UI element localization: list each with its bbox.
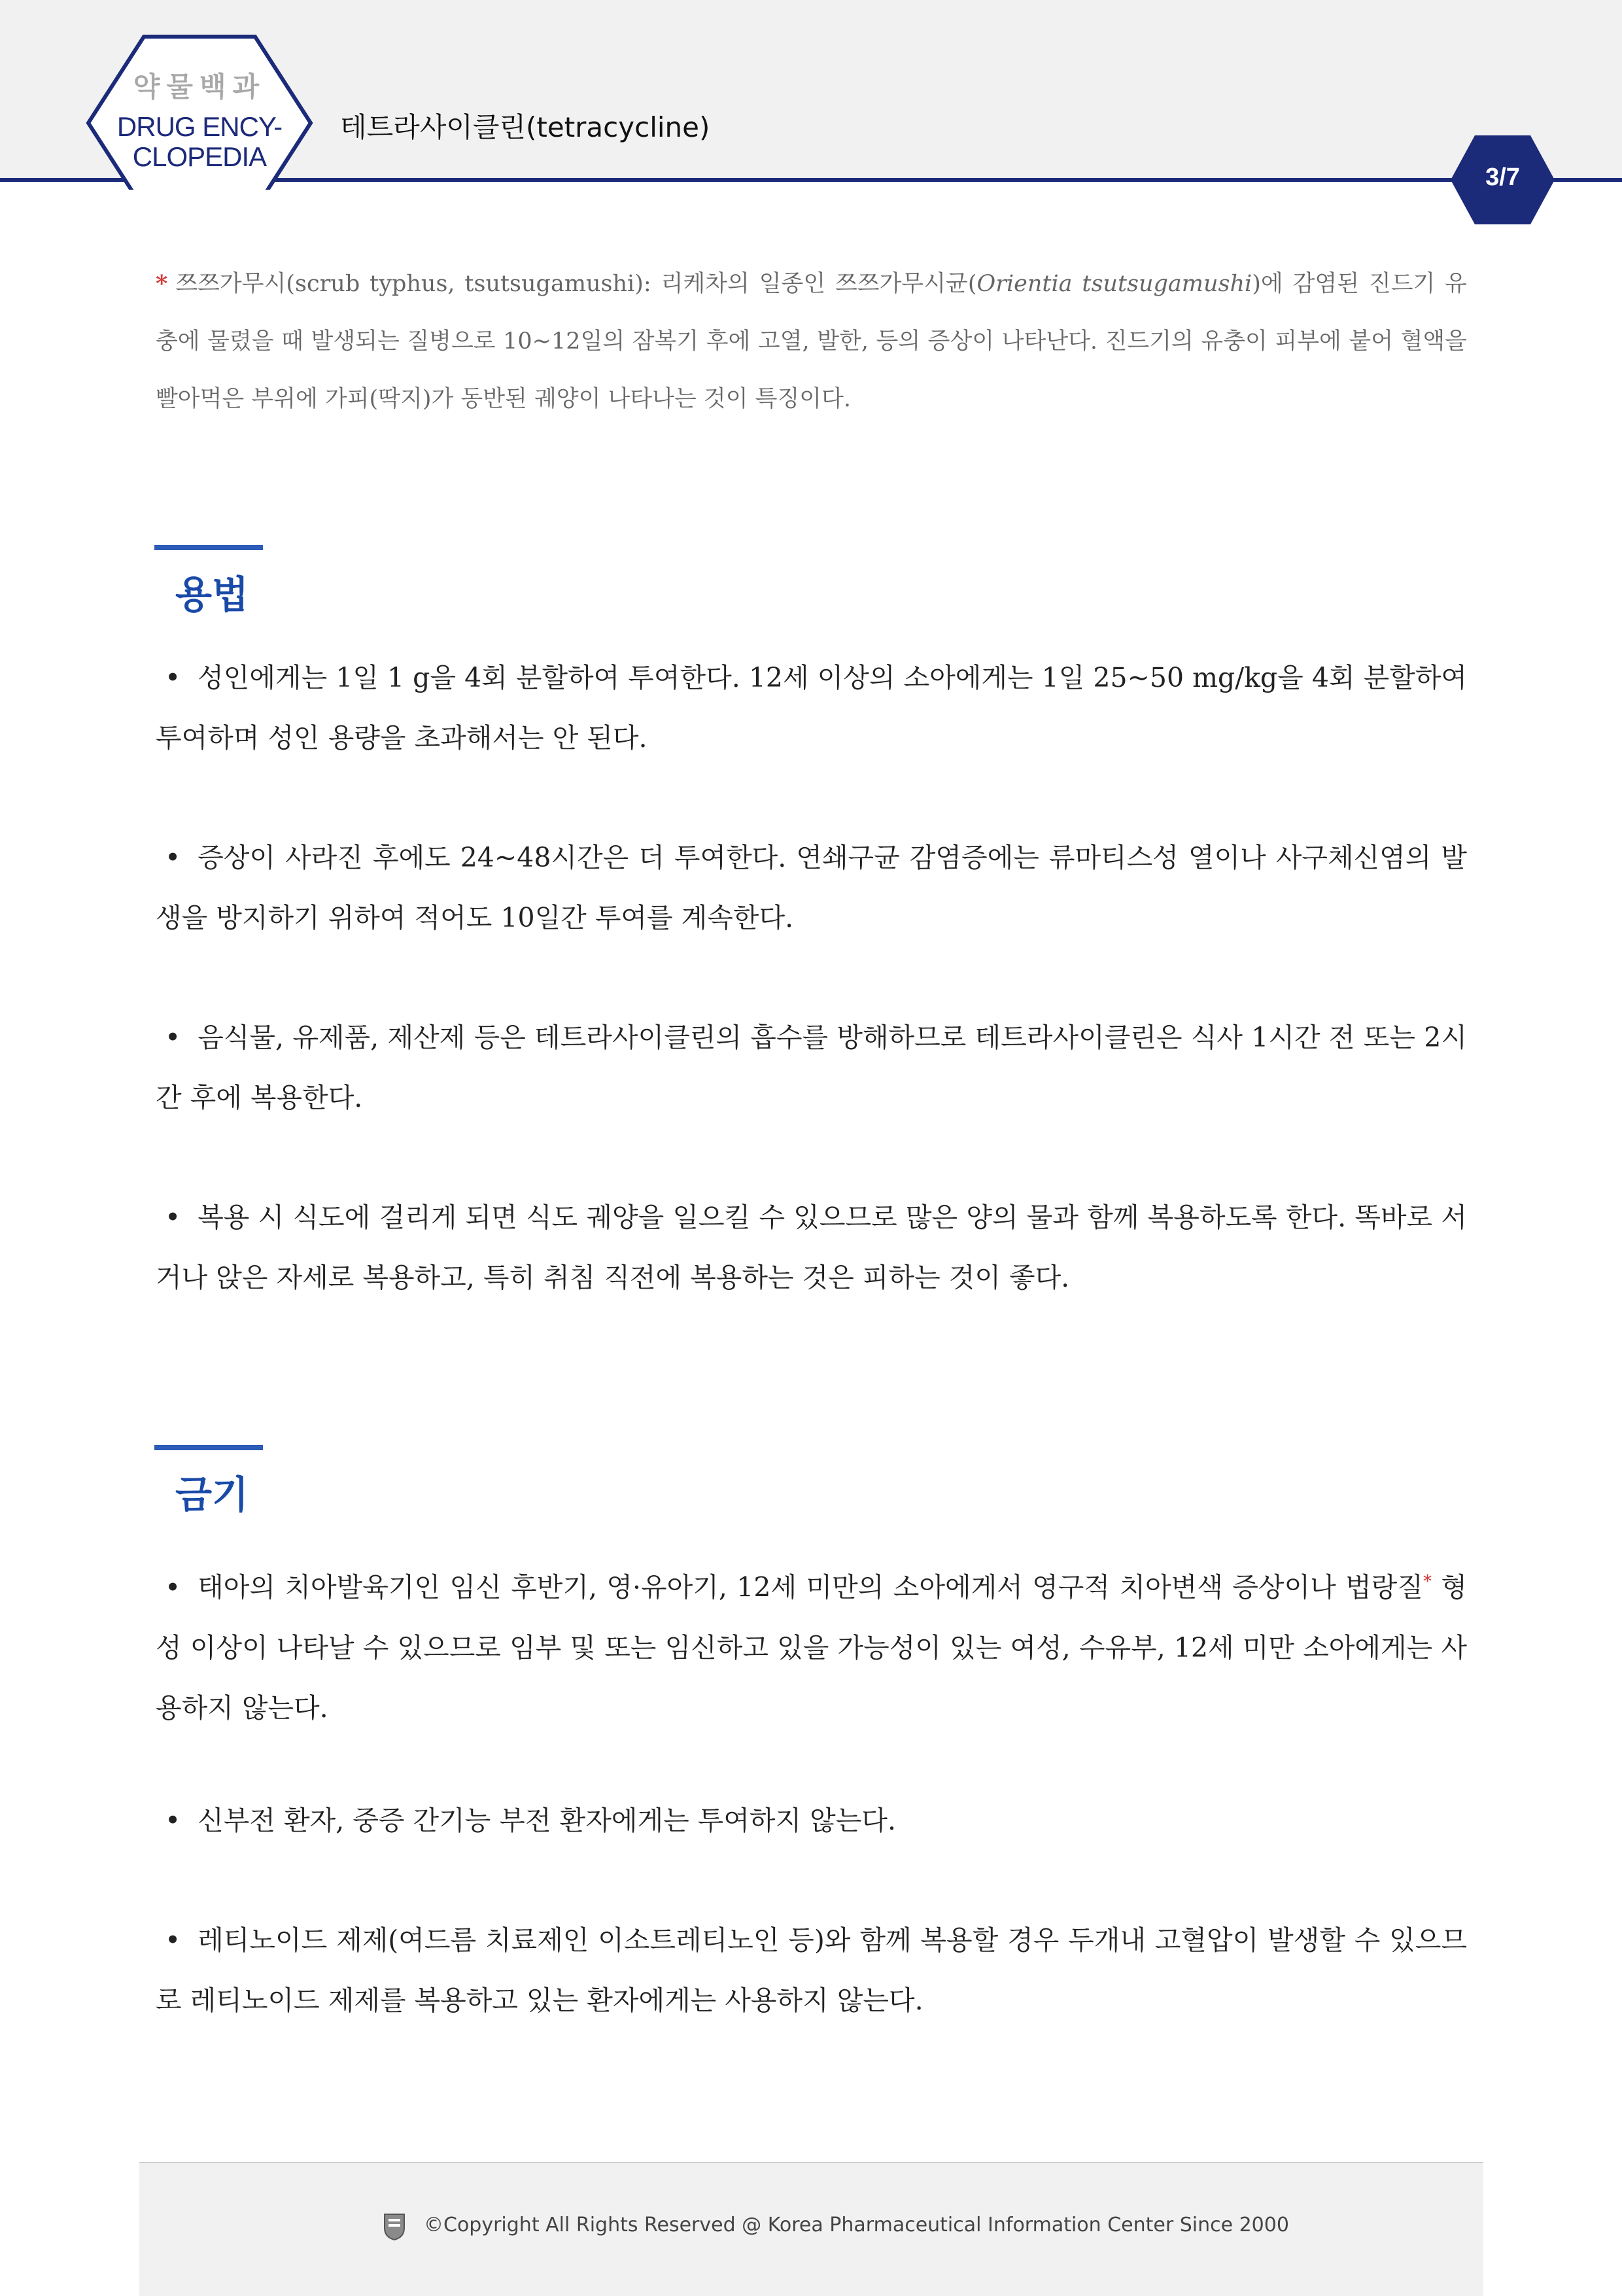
footnote-italic-species: Orientia tsutsugamushi (976, 271, 1252, 297)
contraindication-section-bar (154, 1445, 263, 1450)
bullet: • (165, 842, 181, 873)
contraindication-item-2 (156, 1790, 1467, 1851)
footnote-text-1: 쯔쯔가무시(scrub typhus, tsutsugamushi): 리케차의 일종인 쯔쯔가무시균( (175, 271, 977, 297)
contraindication-section-title: 금기 (175, 1472, 249, 1517)
footer-copyright: ©Copyright All Rights Reserved @ Korea Pharmaceutical Information Center Since 2000 (424, 2214, 1289, 2236)
contraindication-item-1 (156, 1552, 1467, 1738)
contraindication-item-2-text: 신부전 환자, 중증 간기능 부전 환자에게는 투여하지 않는다. (198, 1805, 897, 1836)
logo-korean: 약물백과 (133, 71, 266, 103)
bullet: • (165, 662, 181, 693)
bullet: • (165, 1202, 181, 1233)
enamel-footnote-mark: * (1423, 1572, 1432, 1592)
shield-logo-icon (383, 2212, 406, 2241)
page-indicator: 3/7 (1485, 164, 1520, 191)
contraindication-item-1-text-a: 태아의 치아발육기인 임신 후반기, 영·유아기, 12세 미만의 소아에게서 영구적 치아변색 증상이나 법랑질 (198, 1571, 1423, 1603)
contraindication-item-1-text-b: 형성 이상이 나타날 수 있으므로 임부 및 또는 임신하고 있을 가능성이 있는 여성, 수유부, 12세 미만 소아에게는 사용하지 않는다. (156, 1571, 1467, 1724)
logo-english-line2: CLOPEDIA (132, 141, 267, 172)
usage-item-1-text: 성인에게는 1일 1 g을 4회 분할하여 투여한다. 12세 이상의 소아에게는 1일 25~50 mg/kg을 4회 분할하여 투여하며 성인 용량을 초과해서는 안 된다. (156, 662, 1467, 754)
footnote-asterisk: * (156, 270, 168, 297)
usage-item-4 (156, 1187, 1467, 1308)
bullet: • (165, 1924, 181, 1956)
bullet: • (165, 1022, 181, 1053)
usage-item-2-text: 증상이 사라진 후에도 24~48시간은 더 투여한다. 연쇄구균 감염증에는 류마티스성 열이나 사구체신염의 발생을 방지하기 위하여 적어도 10일간 투여를 계속한다. (156, 842, 1467, 933)
usage-item-4-text: 복용 시 식도에 걸리게 되면 식도 궤양을 일으킬 수 있으므로 많은 양의 물과 함께 복용하도록 한다. 똑바로 서거나 앉은 자세로 복용하고, 특히 취침 직전에 복용하는 것은 피하는 것이 좋다. (156, 1202, 1467, 1293)
contraindication-item-3 (156, 1910, 1467, 2030)
usage-section-title: 용법 (175, 572, 249, 617)
contraindication-item-3-text: 레티노이드 제제(여드름 치료제인 이소트레티노인 등)와 함께 복용할 경우 두개내 고혈압이 발생할 수 있으므로 레티노이드 제제를 복용하고 있는 환자에게는 사용하지 않는다. (156, 1924, 1467, 2016)
usage-section-bar (154, 545, 263, 550)
usage-item-2 (156, 827, 1467, 948)
usage-item-1 (156, 648, 1467, 768)
usage-item-3 (156, 1007, 1467, 1128)
logo-english-line1: DRUG ENCY- (116, 111, 283, 142)
bullet: • (165, 1805, 181, 1836)
usage-item-3-text: 음식물, 유제품, 제산제 등은 테트라사이클린의 흡수를 방해하므로 테트라사이클린은 식사 1시간 전 또는 2시간 후에 복용한다. (156, 1022, 1467, 1113)
footnote-text-2: )에 감염된 진드기 유충에 물렸을 때 발생되는 질병으로 10~12일의 잠복기 후에 고열, 발한, 등의 증상이 나타난다. 진드기의 유충이 피부에 붙어 혈액을 빨아먹은 부위에 가피(딱지)가 동반된 궤양이 나타나는 것이 특징이다. (156, 271, 1467, 412)
bullet: • (165, 1571, 181, 1603)
footnote-scrub-typhus (156, 255, 1467, 428)
document-title: 테트라사이클린(tetracycline) (340, 111, 710, 143)
